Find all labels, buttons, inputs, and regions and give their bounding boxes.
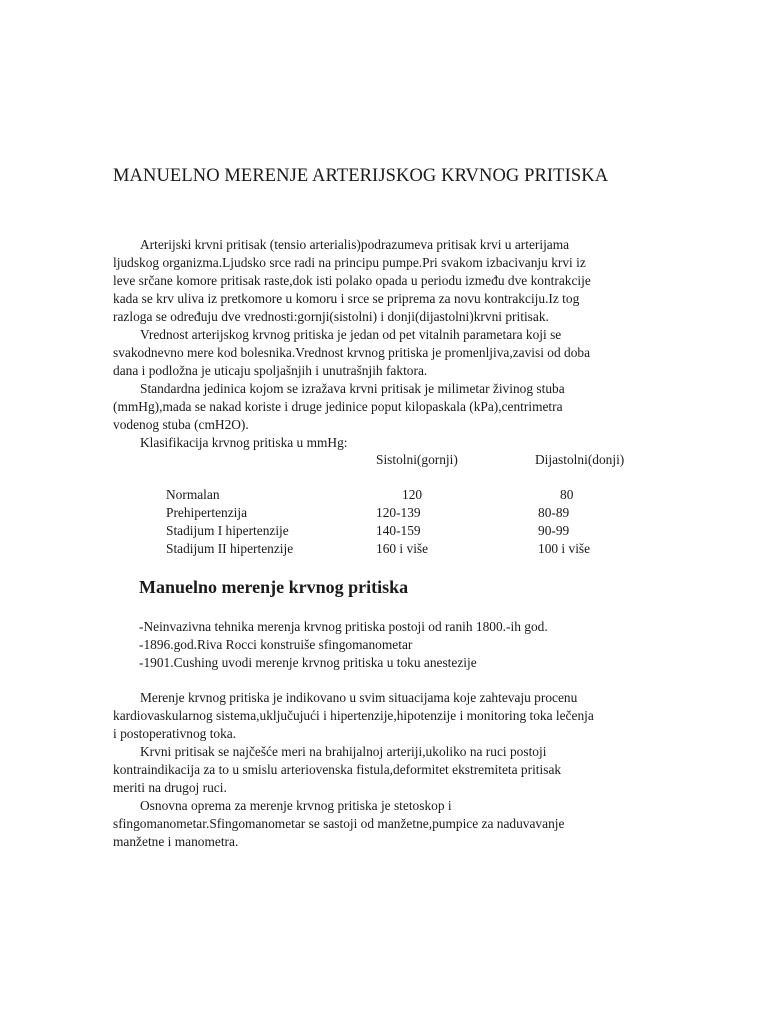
text-line: manžetne i manometra. [113, 834, 239, 849]
row-diastolic: 90-99 [538, 523, 570, 538]
table-header-diastolic: Dijastolni(donji) [535, 452, 625, 467]
classification-table [166, 486, 666, 558]
text-line: meriti na drugoj ruci. [113, 780, 227, 795]
body-paragraphs [113, 689, 594, 851]
row-systolic: 120-139 [376, 505, 421, 520]
text-line: i postoperativnog toka. [113, 726, 237, 741]
text-line: vodenog stuba (cmH2O). [113, 417, 249, 432]
text-line: dana i podložna je uticaju spoljašnjih i unutrašnjih faktora. [113, 363, 428, 378]
list-item: -1896.god.Riva Rocci konstruiše sfingomanometar [139, 637, 413, 652]
text-line: svakodnevno mere kod bolesnika.Vrednost krvnog pritiska je promenljiva,zavisi od doba [113, 345, 591, 360]
text-line: kada se krv uliva iz pretkomore u komoru i srce se priprema za novu kontrakciju.Iz tog [113, 291, 580, 306]
text-line: ljudskog organizma.Ljudsko srce radi na principu pumpe.Pri svakom izbacivanju krvi iz [113, 255, 586, 270]
text-line: sfingomanometar.Sfingomanometar se sastoji od manžetne,pumpice za naduvavanje [113, 816, 565, 831]
row-diastolic: 80-89 [538, 505, 570, 520]
row-diastolic: 100 i više [538, 541, 591, 556]
row-label: Stadijum I hipertenzije [166, 523, 289, 538]
intro-paragraphs [113, 236, 591, 452]
text-line: Osnovna oprema za merenje krvnog pritiska je stetoskop i [140, 798, 452, 813]
table-row [166, 504, 666, 522]
text-line: razloga se određuju dve vrednosti:gornji(sistolni) i donji(dijastolni)krvni pritisak. [113, 309, 549, 324]
text-line: Krvni pritisak se najčešće meri na brahijalnoj arteriji,ukoliko na ruci postoji [140, 744, 547, 759]
table-row [166, 522, 666, 540]
text-line: kardiovaskularnog sistema,uključujući i hipertenzije,hipotenzije i monitoring toka lečenja [113, 708, 594, 723]
text-line: (mmHg),mada se nakad koriste i druge jedinice poput kilopaskala (kPa),centrimetra [113, 399, 563, 414]
table-row [166, 486, 666, 504]
section-heading: Manuelno merenje krvnog pritiska [139, 577, 409, 597]
text-line: Klasifikacija krvnog pritiska u mmHg: [140, 435, 348, 450]
table-header-systolic: Sistolni(gornji) [376, 452, 458, 467]
text-line: leve srčane komore pritisak raste,dok isti polako opada u periodu između dve kontrakcije [113, 273, 591, 288]
text-line: kontraindikacija za to u smislu arteriovenska fistula,deformitet ekstremiteta pritisak [113, 762, 562, 777]
history-list [139, 618, 548, 672]
page-title: MANUELNO MERENJE ARTERIJSKOG KRVNOG PRITISKA [113, 166, 609, 186]
text-line: Standardna jedinica kojom se izražava krvni pritisak je milimetar živinog stuba [140, 381, 565, 396]
table-row [166, 540, 666, 558]
text-line: Vrednost arterijskog krvnog pritiska je jedan od pet vitalnih parametara koji se [140, 327, 562, 342]
row-label: Stadijum II hipertenzije [166, 541, 294, 556]
row-diastolic: 80 [560, 487, 574, 502]
row-systolic: 120 [402, 487, 423, 502]
row-label: Prehipertenzija [166, 505, 248, 520]
list-item: -1901.Cushing uvodi merenje krvnog pritiska u toku anestezije [139, 655, 477, 670]
list-item: -Neinvazivna tehnika merenja krvnog pritiska postoji od ranih 1800.-ih god. [139, 619, 548, 634]
row-systolic: 140-159 [376, 523, 421, 538]
text-line: Merenje krvnog pritiska je indikovano u svim situacijama koje zahtevaju procenu [140, 690, 578, 705]
row-label: Normalan [166, 487, 220, 502]
text-line: Arterijski krvni pritisak (tensio arterialis)podrazumeva pritisak krvi u arterijama [140, 237, 570, 252]
row-systolic: 160 i više [376, 541, 429, 556]
